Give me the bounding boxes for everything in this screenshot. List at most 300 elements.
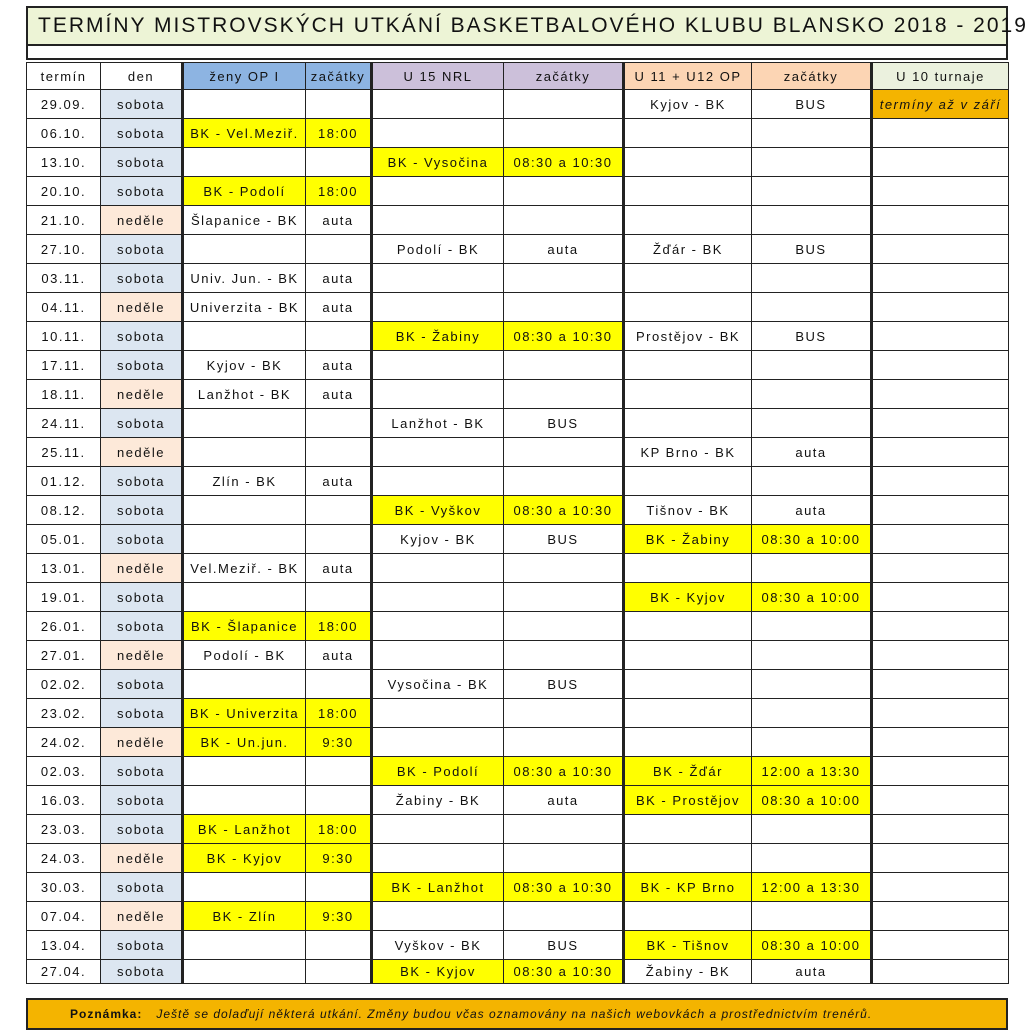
day-cell: sobota — [101, 757, 183, 786]
table-row — [27, 351, 1009, 380]
u10-cell — [872, 931, 1009, 960]
u11-match-cell: BK - Kyjov — [624, 583, 752, 612]
zeny-match-cell: BK - Zlín — [183, 902, 306, 931]
zeny-time-cell — [306, 525, 372, 554]
u11-match-cell — [624, 206, 752, 235]
date-cell: 13.10. — [27, 148, 101, 177]
table-row — [27, 90, 1009, 119]
u15-match-cell: BK - Žabiny — [372, 322, 504, 351]
u15-match-cell — [372, 90, 504, 119]
zeny-time-cell: 9:30 — [306, 902, 372, 931]
u15-match-cell: Vysočina - BK — [372, 670, 504, 699]
zeny-time-cell: 18:00 — [306, 815, 372, 844]
zeny-time-cell: auta — [306, 264, 372, 293]
u15-match-cell — [372, 583, 504, 612]
day-cell: sobota — [101, 90, 183, 119]
date-cell: 07.04. — [27, 902, 101, 931]
table-row — [27, 496, 1009, 525]
schedule-table — [26, 62, 1009, 984]
date-cell: 02.02. — [27, 670, 101, 699]
date-cell: 29.09. — [27, 90, 101, 119]
u10-cell — [872, 380, 1009, 409]
table-row — [27, 583, 1009, 612]
u11-match-cell — [624, 293, 752, 322]
u11-time-cell: 12:00 a 13:30 — [752, 873, 872, 902]
u10-cell — [872, 409, 1009, 438]
u11-time-cell — [752, 148, 872, 177]
day-cell: sobota — [101, 525, 183, 554]
u11-match-cell — [624, 264, 752, 293]
u15-time-cell — [504, 438, 624, 467]
table-row — [27, 177, 1009, 206]
u11-match-cell: Tišnov - BK — [624, 496, 752, 525]
schedule-body — [27, 90, 1009, 984]
day-cell: sobota — [101, 467, 183, 496]
day-cell: sobota — [101, 322, 183, 351]
day-cell: neděle — [101, 844, 183, 873]
u11-time-cell — [752, 293, 872, 322]
u11-time-cell — [752, 554, 872, 583]
u15-time-cell — [504, 177, 624, 206]
zeny-match-cell: Univ. Jun. - BK — [183, 264, 306, 293]
day-cell: sobota — [101, 612, 183, 641]
zeny-match-cell — [183, 670, 306, 699]
u11-match-cell — [624, 351, 752, 380]
day-cell: sobota — [101, 931, 183, 960]
day-cell: neděle — [101, 728, 183, 757]
day-cell: neděle — [101, 206, 183, 235]
u15-match-cell — [372, 293, 504, 322]
u10-cell — [872, 815, 1009, 844]
day-cell: neděle — [101, 554, 183, 583]
table-row — [27, 699, 1009, 728]
zeny-match-cell — [183, 583, 306, 612]
header-u10: U 10 turnaje — [872, 63, 1009, 90]
day-cell: sobota — [101, 699, 183, 728]
date-cell: 08.12. — [27, 496, 101, 525]
u11-time-cell — [752, 177, 872, 206]
zeny-match-cell: BK - Lanžhot — [183, 815, 306, 844]
u11-match-cell — [624, 409, 752, 438]
u15-time-cell — [504, 206, 624, 235]
u15-time-cell: auta — [504, 235, 624, 264]
zeny-match-cell: BK - Podolí — [183, 177, 306, 206]
zeny-match-cell — [183, 960, 306, 984]
u11-time-cell — [752, 728, 872, 757]
zeny-match-cell — [183, 525, 306, 554]
u15-time-cell — [504, 90, 624, 119]
u15-time-cell — [504, 119, 624, 148]
u10-cell — [872, 844, 1009, 873]
u11-match-cell — [624, 554, 752, 583]
table-row — [27, 235, 1009, 264]
u15-time-cell — [504, 467, 624, 496]
u15-match-cell — [372, 206, 504, 235]
date-cell: 13.01. — [27, 554, 101, 583]
date-cell: 17.11. — [27, 351, 101, 380]
zeny-match-cell — [183, 438, 306, 467]
u15-time-cell — [504, 380, 624, 409]
u10-cell — [872, 641, 1009, 670]
zeny-match-cell: Vel.Meziř. - BK — [183, 554, 306, 583]
table-row — [27, 264, 1009, 293]
u11-time-cell — [752, 119, 872, 148]
u11-time-cell: 08:30 a 10:00 — [752, 786, 872, 815]
day-cell: sobota — [101, 496, 183, 525]
note-banner — [26, 998, 1008, 1030]
table-row — [27, 815, 1009, 844]
zeny-time-cell — [306, 90, 372, 119]
zeny-time-cell — [306, 960, 372, 984]
date-cell: 02.03. — [27, 757, 101, 786]
u11-time-cell — [752, 351, 872, 380]
u15-time-cell — [504, 699, 624, 728]
date-cell: 05.01. — [27, 525, 101, 554]
date-cell: 04.11. — [27, 293, 101, 322]
table-row — [27, 467, 1009, 496]
u15-time-cell — [504, 264, 624, 293]
u11-time-cell: BUS — [752, 90, 872, 119]
zeny-match-cell: BK - Šlapanice — [183, 612, 306, 641]
u15-time-cell: 08:30 a 10:30 — [504, 148, 624, 177]
u10-cell — [872, 786, 1009, 815]
u15-match-cell: Lanžhot - BK — [372, 409, 504, 438]
u15-time-cell — [504, 293, 624, 322]
zeny-time-cell — [306, 873, 372, 902]
zeny-match-cell: Univerzita - BK — [183, 293, 306, 322]
day-cell: sobota — [101, 786, 183, 815]
zeny-match-cell — [183, 90, 306, 119]
u10-cell — [872, 467, 1009, 496]
zeny-time-cell — [306, 670, 372, 699]
spacer-row — [26, 46, 1008, 60]
u15-match-cell: Kyjov - BK — [372, 525, 504, 554]
u11-time-cell: auta — [752, 496, 872, 525]
u10-cell — [872, 699, 1009, 728]
table-row — [27, 293, 1009, 322]
u15-match-cell — [372, 902, 504, 931]
u15-time-cell — [504, 583, 624, 612]
u15-match-cell: Vyškov - BK — [372, 931, 504, 960]
date-cell: 30.03. — [27, 873, 101, 902]
zeny-match-cell — [183, 322, 306, 351]
u15-time-cell: auta — [504, 786, 624, 815]
zeny-time-cell — [306, 148, 372, 177]
date-cell: 18.11. — [27, 380, 101, 409]
u10-cell — [872, 264, 1009, 293]
zeny-time-cell: 9:30 — [306, 844, 372, 873]
day-cell: sobota — [101, 960, 183, 984]
table-row — [27, 525, 1009, 554]
u11-time-cell — [752, 612, 872, 641]
u15-time-cell: BUS — [504, 525, 624, 554]
zeny-time-cell: 18:00 — [306, 612, 372, 641]
header-u15: U 15 NRL — [372, 63, 504, 90]
date-cell: 27.10. — [27, 235, 101, 264]
u11-time-cell — [752, 206, 872, 235]
u15-match-cell — [372, 177, 504, 206]
day-cell: sobota — [101, 409, 183, 438]
u11-time-cell — [752, 670, 872, 699]
zeny-match-cell — [183, 931, 306, 960]
u11-match-cell: Žďár - BK — [624, 235, 752, 264]
u10-cell — [872, 554, 1009, 583]
table-row — [27, 844, 1009, 873]
u10-cell — [872, 728, 1009, 757]
zeny-match-cell: BK - Kyjov — [183, 844, 306, 873]
header-zeny: ženy OP I — [183, 63, 306, 90]
date-cell: 19.01. — [27, 583, 101, 612]
u11-time-cell — [752, 467, 872, 496]
zeny-time-cell: 18:00 — [306, 699, 372, 728]
table-row — [27, 931, 1009, 960]
table-row — [27, 786, 1009, 815]
u11-match-cell: BK - Žďár — [624, 757, 752, 786]
u11-match-cell — [624, 844, 752, 873]
table-row — [27, 148, 1009, 177]
u11-time-cell: 08:30 a 10:00 — [752, 525, 872, 554]
table-row — [27, 119, 1009, 148]
date-cell: 26.01. — [27, 612, 101, 641]
zeny-time-cell: auta — [306, 293, 372, 322]
table-row — [27, 902, 1009, 931]
table-row — [27, 380, 1009, 409]
day-cell: sobota — [101, 583, 183, 612]
u10-cell — [872, 583, 1009, 612]
zeny-match-cell: BK - Un.jun. — [183, 728, 306, 757]
u15-time-cell: BUS — [504, 670, 624, 699]
u11-time-cell — [752, 699, 872, 728]
table-row — [27, 322, 1009, 351]
header-termin: termín — [27, 63, 101, 90]
u10-cell — [872, 235, 1009, 264]
u15-time-cell: 08:30 a 10:30 — [504, 496, 624, 525]
table-row — [27, 728, 1009, 757]
date-cell: 10.11. — [27, 322, 101, 351]
u15-time-cell — [504, 612, 624, 641]
u10-cell — [872, 960, 1009, 984]
u15-time-cell — [504, 641, 624, 670]
u15-match-cell — [372, 119, 504, 148]
u11-match-cell: BK - Prostějov — [624, 786, 752, 815]
zeny-time-cell — [306, 409, 372, 438]
day-cell: sobota — [101, 148, 183, 177]
zeny-time-cell: auta — [306, 641, 372, 670]
zeny-match-cell: Šlapanice - BK — [183, 206, 306, 235]
u15-match-cell — [372, 351, 504, 380]
zeny-match-cell: Podolí - BK — [183, 641, 306, 670]
zeny-time-cell — [306, 235, 372, 264]
header-den: den — [101, 63, 183, 90]
table-row — [27, 960, 1009, 984]
u15-match-cell — [372, 815, 504, 844]
u11-match-cell: Kyjov - BK — [624, 90, 752, 119]
u11-time-cell — [752, 264, 872, 293]
u11-time-cell — [752, 902, 872, 931]
u15-time-cell — [504, 815, 624, 844]
u11-match-cell — [624, 670, 752, 699]
zeny-match-cell — [183, 757, 306, 786]
zeny-time-cell: auta — [306, 467, 372, 496]
zeny-match-cell — [183, 148, 306, 177]
date-cell: 16.03. — [27, 786, 101, 815]
u15-match-cell — [372, 728, 504, 757]
table-row — [27, 670, 1009, 699]
table-row — [27, 873, 1009, 902]
u11-time-cell — [752, 641, 872, 670]
day-cell: sobota — [101, 351, 183, 380]
u15-match-cell: BK - Kyjov — [372, 960, 504, 984]
u11-match-cell — [624, 380, 752, 409]
u10-cell — [872, 496, 1009, 525]
u15-time-cell: 08:30 a 10:30 — [504, 757, 624, 786]
u11-time-cell: 08:30 a 10:00 — [752, 931, 872, 960]
u15-match-cell — [372, 438, 504, 467]
u15-match-cell: BK - Vysočina — [372, 148, 504, 177]
day-cell: sobota — [101, 264, 183, 293]
zeny-time-cell — [306, 496, 372, 525]
date-cell: 01.12. — [27, 467, 101, 496]
u10-cell — [872, 612, 1009, 641]
zeny-time-cell — [306, 438, 372, 467]
u10-cell — [872, 902, 1009, 931]
date-cell: 06.10. — [27, 119, 101, 148]
zeny-time-cell: 18:00 — [306, 119, 372, 148]
u11-match-cell — [624, 612, 752, 641]
day-cell: neděle — [101, 438, 183, 467]
u11-time-cell: auta — [752, 960, 872, 984]
u10-cell — [872, 873, 1009, 902]
date-cell: 23.03. — [27, 815, 101, 844]
day-cell: sobota — [101, 670, 183, 699]
table-row — [27, 409, 1009, 438]
u15-match-cell: BK - Podolí — [372, 757, 504, 786]
u10-cell — [872, 119, 1009, 148]
u10-cell — [872, 525, 1009, 554]
zeny-time-cell: auta — [306, 554, 372, 583]
day-cell: sobota — [101, 119, 183, 148]
u11-match-cell: Žabiny - BK — [624, 960, 752, 984]
u11-match-cell — [624, 148, 752, 177]
zeny-match-cell — [183, 235, 306, 264]
zeny-match-cell: Zlín - BK — [183, 467, 306, 496]
zeny-match-cell — [183, 409, 306, 438]
day-cell: neděle — [101, 380, 183, 409]
u11-time-cell — [752, 380, 872, 409]
header-zeny-zacatky: začátky — [306, 63, 372, 90]
u15-time-cell: 08:30 a 10:30 — [504, 960, 624, 984]
zeny-match-cell: BK - Vel.Meziř. — [183, 119, 306, 148]
u11-match-cell — [624, 699, 752, 728]
u11-match-cell: BK - KP Brno — [624, 873, 752, 902]
u10-cell — [872, 757, 1009, 786]
u11-time-cell — [752, 409, 872, 438]
u11-match-cell: KP Brno - BK — [624, 438, 752, 467]
u10-cell — [872, 438, 1009, 467]
u11-time-cell: auta — [752, 438, 872, 467]
u15-match-cell: Podolí - BK — [372, 235, 504, 264]
table-row — [27, 641, 1009, 670]
u11-match-cell: BK - Tišnov — [624, 931, 752, 960]
date-cell: 13.04. — [27, 931, 101, 960]
u15-match-cell — [372, 641, 504, 670]
u15-time-cell — [504, 351, 624, 380]
u11-match-cell — [624, 119, 752, 148]
u10-cell: termíny až v září — [872, 90, 1009, 119]
schedule-sheet — [26, 6, 1028, 984]
date-cell: 21.10. — [27, 206, 101, 235]
u11-match-cell — [624, 902, 752, 931]
day-cell: neděle — [101, 293, 183, 322]
u15-match-cell — [372, 699, 504, 728]
zeny-time-cell: auta — [306, 206, 372, 235]
u15-time-cell: 08:30 a 10:30 — [504, 873, 624, 902]
u11-time-cell — [752, 815, 872, 844]
u15-match-cell — [372, 264, 504, 293]
u15-match-cell — [372, 467, 504, 496]
u10-cell — [872, 293, 1009, 322]
u15-time-cell — [504, 728, 624, 757]
table-row — [27, 612, 1009, 641]
page-title: TERMÍNY MISTROVSKÝCH UTKÁNÍ BASKETBALOVÉHO KLUBU BLANSKO 2018 - 2019 — [26, 6, 1008, 46]
u10-cell — [872, 670, 1009, 699]
zeny-match-cell: Kyjov - BK — [183, 351, 306, 380]
zeny-time-cell: 18:00 — [306, 177, 372, 206]
u15-time-cell — [504, 554, 624, 583]
zeny-match-cell — [183, 496, 306, 525]
u11-time-cell: 12:00 a 13:30 — [752, 757, 872, 786]
zeny-time-cell — [306, 757, 372, 786]
u11-match-cell: BK - Žabiny — [624, 525, 752, 554]
day-cell: sobota — [101, 235, 183, 264]
zeny-match-cell — [183, 873, 306, 902]
u15-match-cell — [372, 844, 504, 873]
u11-time-cell — [752, 844, 872, 873]
date-cell: 25.11. — [27, 438, 101, 467]
date-cell: 24.03. — [27, 844, 101, 873]
date-cell: 23.02. — [27, 699, 101, 728]
zeny-time-cell: auta — [306, 380, 372, 409]
note-text: Ještě se dolaďují některá utkání. Změny budou včas oznamovány na našich webovkách a prostřednictvím trenérů. — [156, 1007, 873, 1021]
u10-cell — [872, 351, 1009, 380]
u15-time-cell: BUS — [504, 931, 624, 960]
table-row — [27, 554, 1009, 583]
u11-time-cell: 08:30 a 10:00 — [752, 583, 872, 612]
u10-cell — [872, 177, 1009, 206]
u15-match-cell — [372, 612, 504, 641]
day-cell: sobota — [101, 815, 183, 844]
zeny-time-cell — [306, 583, 372, 612]
u11-match-cell: Prostějov - BK — [624, 322, 752, 351]
u11-match-cell — [624, 177, 752, 206]
u11-match-cell — [624, 467, 752, 496]
zeny-match-cell: Lanžhot - BK — [183, 380, 306, 409]
header-u11-zacatky: začátky — [752, 63, 872, 90]
header-u15-zacatky: začátky — [504, 63, 624, 90]
zeny-time-cell — [306, 786, 372, 815]
day-cell: sobota — [101, 873, 183, 902]
zeny-time-cell — [306, 931, 372, 960]
date-cell: 27.01. — [27, 641, 101, 670]
u11-time-cell: BUS — [752, 322, 872, 351]
day-cell: neděle — [101, 641, 183, 670]
zeny-time-cell — [306, 322, 372, 351]
zeny-match-cell — [183, 786, 306, 815]
u11-match-cell — [624, 641, 752, 670]
u15-match-cell: BK - Vyškov — [372, 496, 504, 525]
u15-match-cell — [372, 554, 504, 583]
day-cell: neděle — [101, 902, 183, 931]
